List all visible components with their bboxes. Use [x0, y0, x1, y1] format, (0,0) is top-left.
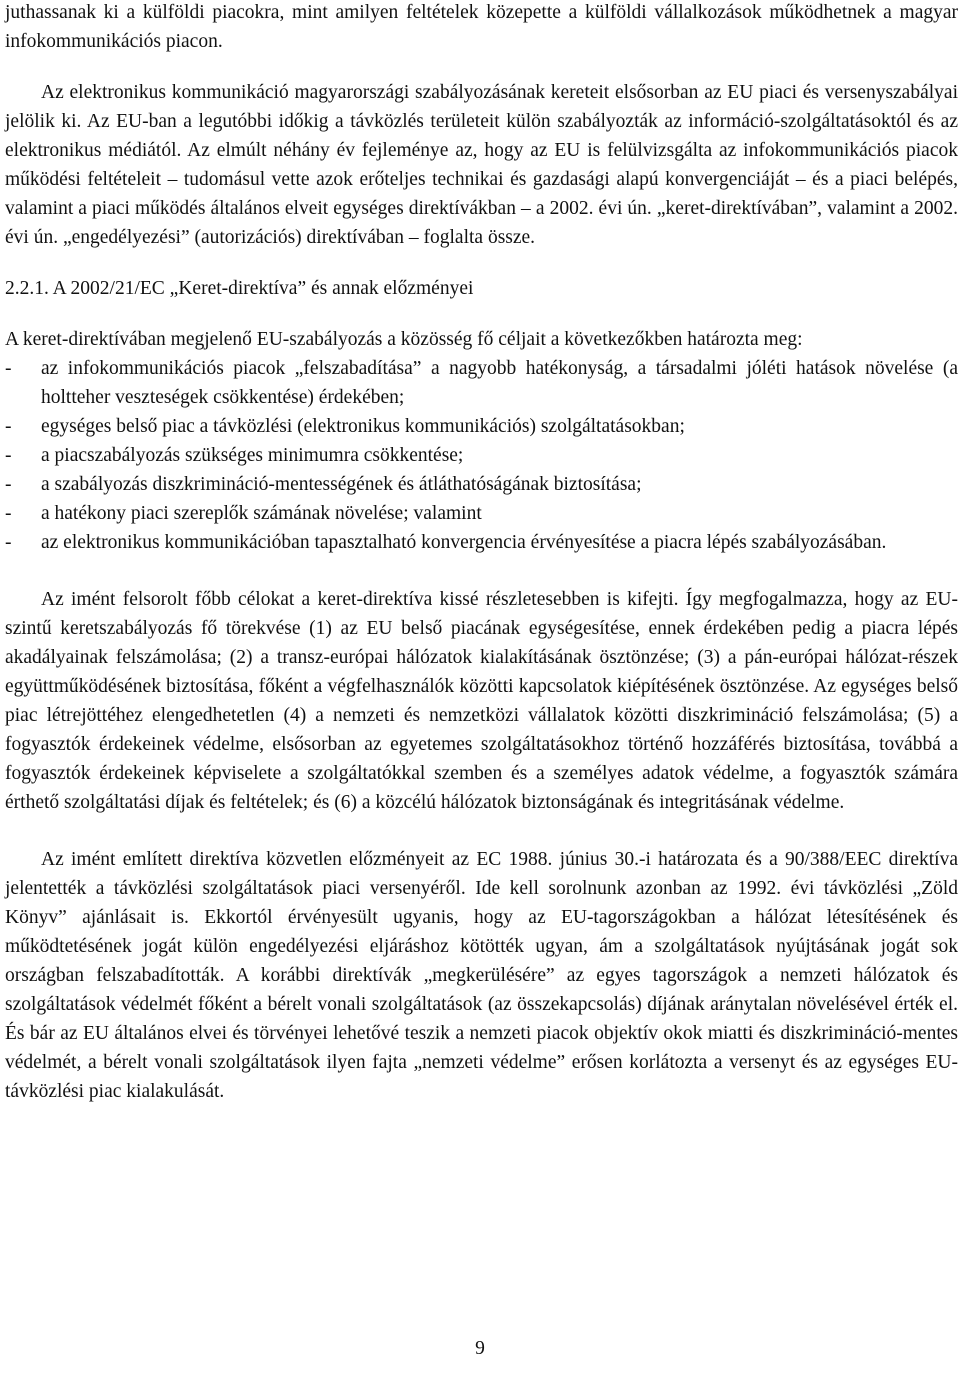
- dash-bullet: -: [5, 503, 12, 524]
- list-item: [5, 412, 958, 441]
- list-item: [5, 528, 958, 557]
- list-item: [5, 354, 958, 412]
- list-item-text: a szabályozás diszkrimináció-mentességének és átláthatóságának biztosítása;: [41, 474, 642, 495]
- list-item-text: a piacszabályozás szükséges minimumra csökkentése;: [41, 445, 464, 466]
- paragraph-goals-intro: A keret-direktívában megjelenő EU-szabályozás a közösség fő céljait a következőkben határozta meg:: [5, 329, 803, 350]
- document-page: [5, 0, 958, 1106]
- dash-bullet: -: [5, 358, 12, 379]
- goals-list: [5, 354, 958, 557]
- list-item-text: az elektronikus kommunikációban tapasztalható konvergencia érvényesítése a piacra lépés szabályozásában.: [41, 532, 887, 553]
- list-item-text: az infokommunikációs piacok „felszabadítása” a nagyobb hatékonyság, a társadalmi jóléti hatások növelése (a holtteher veszteségek csökkentése) érdekében;: [41, 358, 958, 408]
- paragraph-history: Az imént említett direktíva közvetlen előzményeit az EC 1988. június 30.-i határozata és a 90/388/EEC direktíva jelentették a távközlési szolgáltatások piaci versenyéről. Ide kell sorolnunk azonban az 1992. évi távközlési „Zöld Könyv” ajánlásait is. Ekkortól érvényesült ugyanis, hogy az EU-tagországokban a hálózat létesítésének és működtetésének jogát külön engedélyezési eljáráshoz kötötték ugyan, ám a szolgáltatások nyújtásának jogát sok országban felszabadították. A korábbi direktívák „megkerülésére” az egyes tagországok a nemzeti hálózatok és szolgáltatások védelmét főként a bérelt vonali szolgáltatások (az összekapcsolás) díjának aránytalan növelésével érték el. És bár az EU általános elvei és törvényei lehetővé teszik a nemzeti piacok objektív okok miatti és diszkrimináció-mentes védelmét, a bérelt vonali szolgáltatások ilyen fajta „nemzeti védelme” erősen korlátozta a versenyt és az egységes EU-távközlési piac kialakulását.: [5, 849, 958, 1102]
- list-item: [5, 499, 958, 528]
- dash-bullet: -: [5, 532, 12, 553]
- list-item: [5, 470, 958, 499]
- paragraph-regulatory-framework: Az elektronikus kommunikáció magyarországi szabályozásának kereteit elsősorban az EU piaci és versenyszabályai jelölik ki. Az EU-ban a legutóbbi időkig a távközlés területeit külön szabályozták az információ-szolgáltatásoktól és az elektronikus médiától. Az elmúlt néhány év fejleménye az, hogy az EU is felülvizsgálta az infokommunikációs piacok működési feltételeit – tudomásul vette azok erőteljes technikai és gazdasági alapú konvergenciáját – és a piaci belépés, valamint a piaci működés általános elveit egységes direktívákban – a 2002. évi ún. „keret-direktívában”, valamint a 2002. évi ún. „engedélyezési” (autorizációs) direktívában – foglalta össze.: [5, 82, 958, 248]
- dash-bullet: -: [5, 416, 12, 437]
- dash-bullet: -: [5, 474, 12, 495]
- section-heading: 2.2.1. A 2002/21/EC „Keret-direktíva” és annak előzményei: [5, 278, 474, 299]
- paragraph-goals-detail: Az imént felsorolt főbb célokat a keret-direktíva kissé részletesebben is kifejti. Így megfogalmazza, hogy az EU-szintű keretszabályozás fő törekvése (1) az EU belső piacának egységesítése, ennek érdekében pedig a piacra lépés akadályainak felszámolása; (2) a transz-európai hálózatok kialakításának ösztönzése; (3) a pán-európai hálózat-részek együttműködésének biztosítása, főként a végfelhasználók közötti kapcsolatok kiépítésének ösztönzése. Az egységes belső piac létrejöttéhez elengedhetetlen (4) a nemzeti és nemzetközi vállalatok közötti diszkrimináció felszámolása; (5) a fogyasztók érdekeinek védelme, elsősorban az egyetemes szolgáltatásokhoz történő hozzáférés biztosítása, továbbá a fogyasztók érdekeinek képviselete a szolgáltatókkal szemben és a személyes adatok védelme, a fogyasztók számára érthető szolgáltatási díjak és feltételek; és (6) a közcélú hálózatok biztonságának és integritásának védelme.: [5, 589, 958, 813]
- list-item: [5, 441, 958, 470]
- dash-bullet: -: [5, 445, 12, 466]
- list-item-text: a hatékony piaci szereplők számának növelése; valamint: [41, 503, 482, 524]
- list-item-text: egységes belső piac a távközlési (elektronikus kommunikációs) szolgáltatásokban;: [41, 416, 685, 437]
- paragraph-continuation: juthassanak ki a külföldi piacokra, mint amilyen feltételek közepette a külföldi vállalkozások működhetnek a magyar infokommunikációs piacon.: [5, 2, 958, 52]
- page-number: 9: [475, 1338, 485, 1359]
